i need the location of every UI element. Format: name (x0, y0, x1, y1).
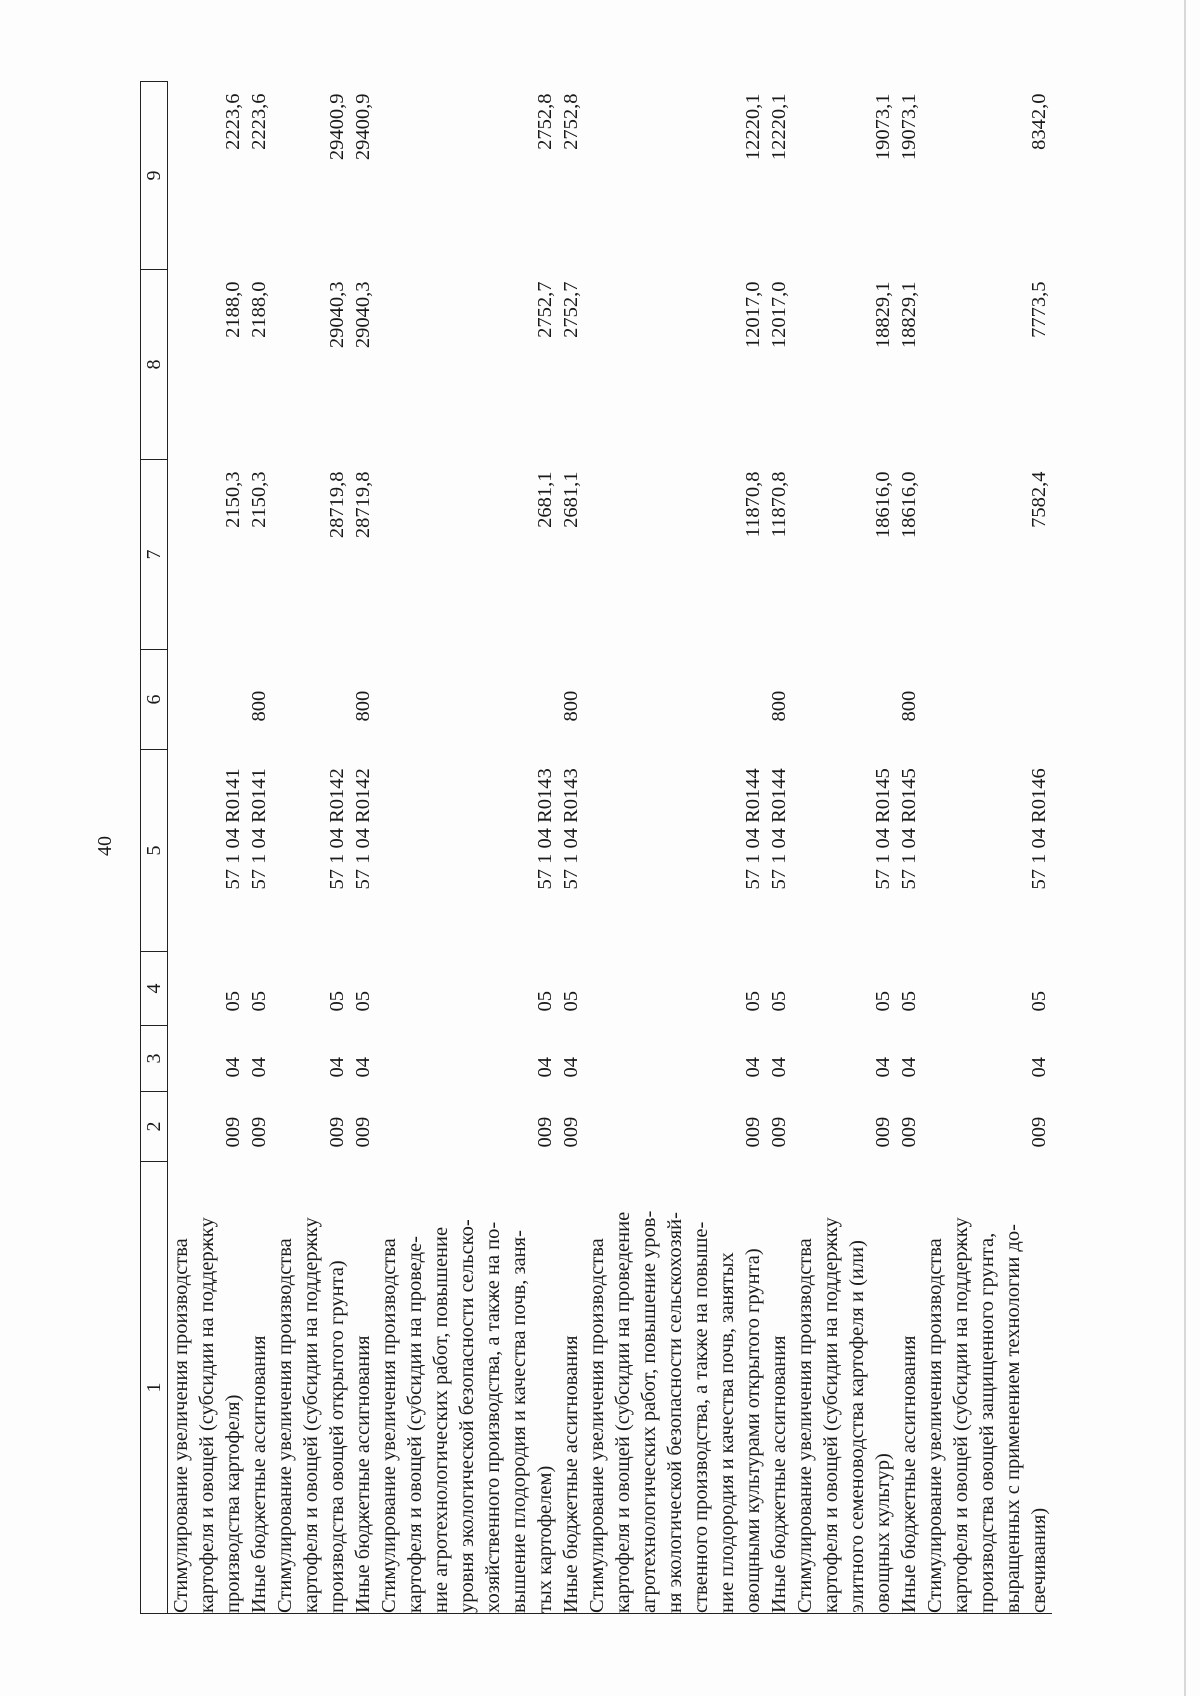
cell-col-3: 04 (352, 1057, 374, 1078)
row-name-line: картофеля и овощей (субсидии на проведе- (404, 1236, 426, 1613)
cell-col-9: 8342,0 (1028, 93, 1050, 150)
cell-col-3: 04 (248, 1057, 270, 1078)
cell-col-4: 05 (248, 991, 270, 1012)
row-name-line: Стимулирование увеличения производства (378, 1238, 400, 1613)
cell-col-5: 57 1 04 R0143 (560, 768, 582, 890)
cell-col-2: 009 (560, 1116, 582, 1148)
row-name-line: овощных культур) (872, 1453, 894, 1613)
cell-col-8: 12017,0 (742, 281, 764, 349)
row-name-cell (272, 1162, 350, 1614)
cell-col-9: 2752,8 (534, 93, 556, 150)
cell-col-2: 009 (898, 1116, 920, 1148)
cell-col-5: 57 1 04 R0142 (352, 768, 374, 890)
row-name-line: картофеля и овощей (субсидии на поддержку (300, 1217, 322, 1613)
row-name-line: ние агротехнологических работ, повышение (430, 1226, 452, 1613)
row-name-line: Стимулирование увеличения производства (586, 1238, 608, 1613)
cell-col-7: 28719,8 (352, 471, 374, 539)
cell-col-7: 2681,1 (560, 471, 582, 528)
cell-col-9: 29400,9 (352, 93, 374, 161)
cell-col-6: 800 (352, 690, 374, 722)
cell-col-9: 19073,1 (872, 93, 894, 161)
row-name-cell (558, 1162, 584, 1614)
row-name-line: Иные бюджетные ассигнования (898, 1335, 920, 1613)
row-name-cell (584, 1162, 766, 1614)
cell-col-5: 57 1 04 R0145 (898, 768, 920, 890)
cell-col-3: 04 (898, 1057, 920, 1078)
column-header: 5 (141, 750, 168, 952)
cell-col-4: 05 (560, 991, 582, 1012)
cell-col-5: 57 1 04 R0141 (248, 768, 270, 890)
column-header: 6 (141, 650, 168, 750)
cell-col-4: 05 (872, 991, 894, 1012)
table-row (896, 82, 922, 1614)
column-header: 2 (141, 1092, 168, 1162)
cell-col-9: 12220,1 (768, 93, 790, 161)
cell-col-7: 2150,3 (248, 471, 270, 528)
row-name-line: уровня экологической безопасности сельско- (456, 1219, 478, 1613)
table-row (922, 82, 1052, 1614)
row-name-line: Стимулирование увеличения производства (170, 1238, 192, 1613)
cell-col-6: 800 (898, 690, 920, 722)
row-name-line: выращенных с применением технологии до- (1002, 1224, 1024, 1613)
cell-col-3: 04 (534, 1057, 556, 1078)
row-name-line: Стимулирование увеличения производства (274, 1238, 296, 1613)
cell-col-7: 11870,8 (742, 471, 764, 538)
row-name-line: ние плодородия и качества почв, занятых (716, 1252, 738, 1613)
cell-col-8: 2188,0 (248, 281, 270, 338)
cell-col-8: 2188,0 (222, 281, 244, 338)
row-name-cell (766, 1162, 792, 1614)
row-name-line: тых картофелем) (534, 1465, 556, 1613)
cell-col-8: 18829,1 (898, 281, 920, 349)
row-name-line: производства овощей защищенного грунта, (976, 1232, 998, 1613)
row-name-line: картофеля и овощей (субсидии на поддержку (950, 1217, 972, 1613)
cell-col-7: 11870,8 (768, 471, 790, 538)
cell-col-3: 04 (1028, 1057, 1050, 1078)
column-header: 3 (141, 1026, 168, 1092)
cell-col-9: 19073,1 (898, 93, 920, 161)
row-name-line: овощными культурами открытого грунта) (742, 1248, 764, 1613)
cell-col-3: 04 (560, 1057, 582, 1078)
cell-col-8: 18829,1 (872, 281, 894, 349)
row-name-cell (922, 1162, 1052, 1614)
row-name-line: картофеля и овощей (субсидии на поддержку (196, 1217, 218, 1613)
row-name-line: картофеля и овощей (субсидии на поддержку (820, 1217, 842, 1613)
cell-col-2: 009 (534, 1116, 556, 1148)
cell-col-6: 800 (248, 690, 270, 722)
cell-col-9: 29400,9 (326, 93, 348, 161)
cell-col-9: 2752,8 (560, 93, 582, 150)
cell-col-5: 57 1 04 R0142 (326, 768, 348, 890)
table-body (168, 82, 1053, 1614)
cell-col-6 (376, 650, 558, 750)
cell-col-6 (922, 650, 1052, 750)
cell-col-8: 2752,7 (560, 281, 582, 338)
cell-col-5: 57 1 04 R0144 (742, 768, 764, 890)
cell-col-3: 04 (768, 1057, 790, 1078)
cell-col-3: 04 (222, 1057, 244, 1078)
row-name-line: картофеля и овощей (субсидии на проведение (612, 1211, 634, 1613)
row-name-cell (350, 1162, 376, 1614)
cell-col-6 (792, 650, 896, 750)
cell-col-5: 57 1 04 R0145 (872, 768, 894, 890)
row-name-line: производства картофеля) (222, 1394, 244, 1613)
cell-col-7: 18616,0 (898, 471, 920, 539)
cell-col-4: 05 (352, 991, 374, 1012)
cell-col-6 (168, 650, 247, 750)
cell-col-8: 7773,5 (1028, 281, 1050, 338)
row-name-cell (246, 1162, 272, 1614)
row-name-line: ственного производства, а также на повыше- (690, 1221, 712, 1613)
row-name-line: Стимулирование увеличения производства (794, 1238, 816, 1613)
cell-col-8: 2752,7 (534, 281, 556, 338)
row-name-cell (168, 1162, 247, 1614)
row-name-line: производства овощей открытого грунта) (326, 1260, 348, 1613)
cell-col-2: 009 (768, 1116, 790, 1148)
cell-col-3: 04 (872, 1057, 894, 1078)
cell-col-6 (584, 650, 766, 750)
cell-col-2: 009 (222, 1116, 244, 1148)
column-header: 1 (141, 1162, 168, 1614)
cell-col-7: 28719,8 (326, 471, 348, 539)
table-row (350, 82, 376, 1614)
column-number-header (141, 82, 168, 1614)
row-name-line: Иные бюджетные ассигнования (248, 1335, 270, 1613)
cell-col-2: 009 (352, 1116, 374, 1148)
cell-col-6: 800 (560, 690, 582, 722)
column-header: 8 (141, 270, 168, 460)
cell-col-2: 009 (1028, 1116, 1050, 1148)
row-name-cell (376, 1162, 558, 1614)
cell-col-2: 009 (742, 1116, 764, 1148)
table-row (766, 82, 792, 1614)
cell-col-3: 04 (742, 1057, 764, 1078)
cell-col-8: 12017,0 (768, 281, 790, 349)
table-row (376, 82, 558, 1614)
row-name-line: агротехнологических работ, повышение уров- (638, 1210, 660, 1613)
row-name-line: Иные бюджетные ассигнования (560, 1335, 582, 1613)
row-name-cell (896, 1162, 922, 1614)
cell-col-2: 009 (326, 1116, 348, 1148)
row-name-line: Иные бюджетные ассигнования (352, 1335, 374, 1613)
cell-col-5: 57 1 04 R0143 (534, 768, 556, 890)
row-name-line: свечивания) (1028, 1507, 1050, 1613)
cell-col-7: 2681,1 (534, 471, 556, 528)
cell-col-5: 57 1 04 R0141 (222, 768, 244, 890)
cell-col-8: 29040,3 (326, 281, 348, 349)
cell-col-4: 05 (534, 991, 556, 1012)
row-name-line: элитного семеноводства картофеля и (или) (846, 1240, 868, 1613)
row-name-cell (792, 1162, 896, 1614)
budget-table (140, 81, 1052, 1614)
cell-col-7: 18616,0 (872, 471, 894, 539)
table-row (558, 82, 584, 1614)
cell-col-4: 05 (768, 991, 790, 1012)
row-name-line: вышение плодородия и качества почв, заня- (508, 1230, 530, 1613)
cell-col-4: 05 (1028, 991, 1050, 1012)
cell-col-9: 12220,1 (742, 93, 764, 161)
column-header: 7 (141, 460, 168, 650)
column-header: 9 (141, 82, 168, 270)
cell-col-7: 2150,3 (222, 471, 244, 528)
row-name-line: Иные бюджетные ассигнования (768, 1335, 790, 1613)
cell-col-5: 57 1 04 R0146 (1028, 768, 1050, 890)
table-row (584, 82, 766, 1614)
cell-col-9: 2223,6 (248, 93, 270, 150)
table-row (246, 82, 272, 1614)
page-number: 40 (94, 836, 116, 856)
cell-col-5: 57 1 04 R0144 (768, 768, 790, 890)
column-header: 4 (141, 952, 168, 1026)
cell-col-2: 009 (872, 1116, 894, 1148)
row-name-line: ня экологической безопасности сельскохозяй- (664, 1212, 686, 1613)
cell-col-4: 05 (742, 991, 764, 1012)
cell-col-7: 7582,4 (1028, 471, 1050, 528)
row-name-line: Стимулирование увеличения производства (924, 1238, 946, 1613)
table-row (272, 82, 350, 1614)
cell-col-4: 05 (326, 991, 348, 1012)
table-row (792, 82, 896, 1614)
cell-col-3: 04 (326, 1057, 348, 1078)
table-row (168, 82, 247, 1614)
row-name-line: хозяйственного производства, а также на по- (482, 1221, 504, 1613)
cell-col-4: 05 (222, 991, 244, 1012)
cell-col-8: 29040,3 (352, 281, 374, 349)
cell-col-6: 800 (768, 690, 790, 722)
cell-col-6 (272, 650, 350, 750)
cell-col-4: 05 (898, 991, 920, 1012)
cell-col-9: 2223,6 (222, 93, 244, 150)
cell-col-2: 009 (248, 1116, 270, 1148)
